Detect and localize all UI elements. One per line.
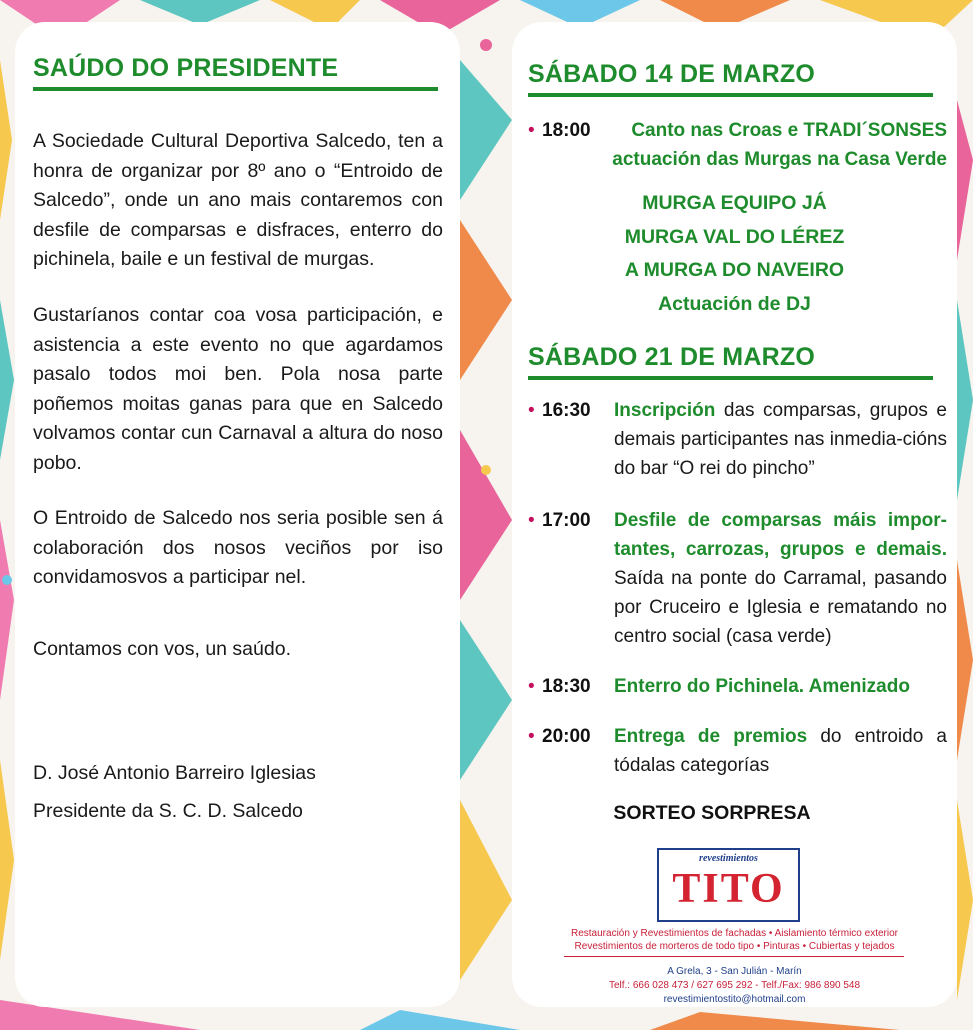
sponsor-logo <box>657 848 800 922</box>
event-time: 16:30 <box>542 400 591 421</box>
lineup-item: Actuación de DJ <box>658 293 811 315</box>
bullet: • <box>528 120 535 141</box>
event-highlight: Inscripción <box>614 400 716 421</box>
event-detail: Saída na ponte do Carramal, pasando por Cruceiro e Iglesia e rematando no centro social (casa verde) <box>614 568 947 647</box>
sponsor-address: A Grela, 3 - San Julián - Marín <box>667 966 802 977</box>
event-item <box>528 396 953 486</box>
greeting-paragraph: A Sociedade Cultural Deportiva Salcedo, ten a honra de organizar por 8º ano o “Entroido de Salcedo”, onde un ano mais contaremos con desfile de comparsas e disfraces, enterro do pichinela, baile e un festival de murgas. <box>33 130 443 270</box>
event-highlight: Enterro do Pichinela. Amenizado <box>614 676 910 697</box>
event-description <box>614 396 947 483</box>
event-item <box>528 672 953 702</box>
event-time: 18:30 <box>542 676 591 697</box>
raffle-label: SORTEO SORPRESA <box>613 802 811 824</box>
event-detail: do entroido a tódalas categorías <box>614 726 947 776</box>
signature-title: Presidente da S. C. D. Salcedo <box>33 800 303 822</box>
logo-tagline: revestimientos <box>699 853 758 864</box>
sponsor-divider <box>564 956 904 957</box>
lineup-item: A MURGA DO NAVEIRO <box>624 259 845 281</box>
event-item <box>528 506 953 656</box>
event-line: actuación das Murgas na Casa Verde <box>612 149 947 170</box>
event-description <box>600 116 947 174</box>
bullet: • <box>528 726 535 747</box>
program-panel <box>512 22 957 1007</box>
event-detail: das comparsas, grupos e demais participantes nas inmedia-cións do bar “O rei do pincho” <box>614 400 947 479</box>
lineup-item: MURGA VAL DO LÉREZ <box>624 226 845 248</box>
event-description <box>614 672 947 701</box>
event-time: 18:00 <box>542 120 591 141</box>
event-time: 17:00 <box>542 510 591 531</box>
sponsor-services: Revestimientos de morteros de todo tipo • Pinturas • Cubiertas y tejados <box>574 941 895 952</box>
logo-wordmark: TITO <box>672 866 785 912</box>
heading-underline <box>33 87 438 91</box>
closing-line: Contamos con vos, un saúdo. <box>33 638 291 660</box>
president-greeting-panel <box>15 22 460 1007</box>
sponsor-services: Restauración y Revestimientos de fachadas • Aislamiento térmico exterior <box>571 928 898 939</box>
greeting-paragraph: O Entroido de Salcedo nos seria posible sen á colaboración dos nosos veciños por iso convidamosvos a participar nel. <box>33 507 443 588</box>
day1-underline <box>528 93 933 97</box>
event-description <box>614 722 947 780</box>
greeting-paragraph: Gustaríanos contar coa vosa participación, e asistencia a este evento no que agardamos pasalo todos moi ben. Pola nosa parte poñemos moitas ganas para que en Salcedo volvamos contar cun Carnaval a altura do noso pobo. <box>33 304 443 474</box>
event-description <box>614 506 947 651</box>
event-time: 20:00 <box>542 726 591 747</box>
day1-heading: SÁBADO 14 DE MARZO <box>528 60 815 88</box>
event-highlight: Desfile de comparsas máis impor-tantes, carrozas, grupos e demais. <box>614 510 947 560</box>
event-item <box>528 116 953 176</box>
day2-heading: SÁBADO 21 DE MARZO <box>528 343 815 371</box>
day2-underline <box>528 376 933 380</box>
bullet: • <box>528 400 535 421</box>
lineup-item: MURGA EQUIPO JÁ <box>642 192 827 214</box>
signature-name: D. José Antonio Barreiro Iglesias <box>33 762 316 784</box>
sponsor-phones: Telf.: 666 028 473 / 627 695 292 - Telf./Fax: 986 890 548 <box>608 980 861 991</box>
event-line: Canto nas Croas e TRADI´SONSES <box>631 120 947 141</box>
greeting-heading: SAÚDO DO PRESIDENTE <box>33 54 339 82</box>
event-highlight: Entrega de premios <box>614 726 808 747</box>
bullet: • <box>528 510 535 531</box>
bullet: • <box>528 676 535 697</box>
sponsor-email: revestimientostito@hotmail.com <box>663 994 806 1005</box>
event-item <box>528 722 953 782</box>
